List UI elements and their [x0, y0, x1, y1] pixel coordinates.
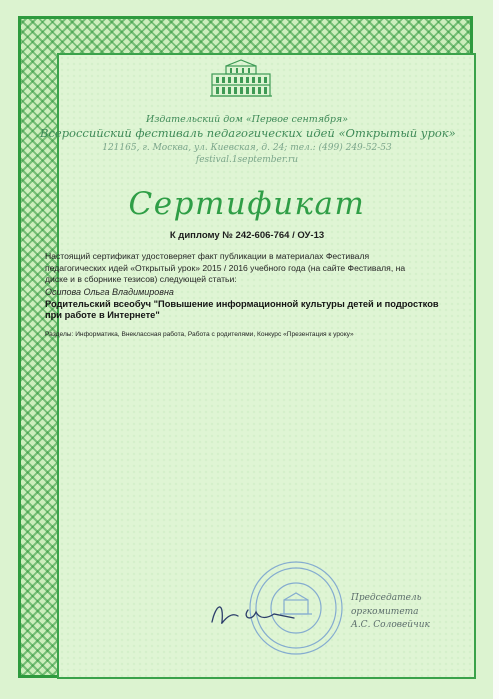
publisher-address: 121165, г. Москва, ул. Киевская, д. 24; тел.: (499) 249-52-53	[102, 143, 392, 153]
festival-name: Всероссийский фестиваль педагогических идей «Открытый урок»	[40, 126, 456, 140]
signature-icon	[198, 592, 308, 632]
article-title: Родительский всеобуч "Повышение информационной культуры детей и подростков при работе в Интернете"	[45, 299, 439, 320]
diploma-number: К диплому № 242-606-764 / ОУ-13	[169, 230, 325, 241]
building-logo-icon	[206, 58, 276, 100]
signatory-name: А.С. Соловейчик	[351, 620, 430, 630]
signatory-committee: оргкомитета	[351, 607, 419, 617]
article-sections: Разделы: Информатика, Внеклассная работа, Работа с родителями, Конкурс «Презентация к уроку»	[45, 331, 354, 338]
certificate-statement: Настоящий сертификат удостоверяет факт публикации в материалах Фестиваля педагогических идей «Открытый урок» 2015 / 2016 учебного года (на сайте Фестиваля, на диске и в сборнике тезисов) следующей статьи:	[45, 251, 406, 284]
certificate-title: Сертификат	[128, 186, 366, 222]
signatory-title: Председатель	[351, 593, 422, 603]
festival-website: festival.1september.ru	[195, 155, 299, 165]
author-name: Осипова Ольга Владимировна	[45, 287, 174, 297]
publisher-name: Издательский дом «Первое сентября»	[145, 114, 349, 125]
